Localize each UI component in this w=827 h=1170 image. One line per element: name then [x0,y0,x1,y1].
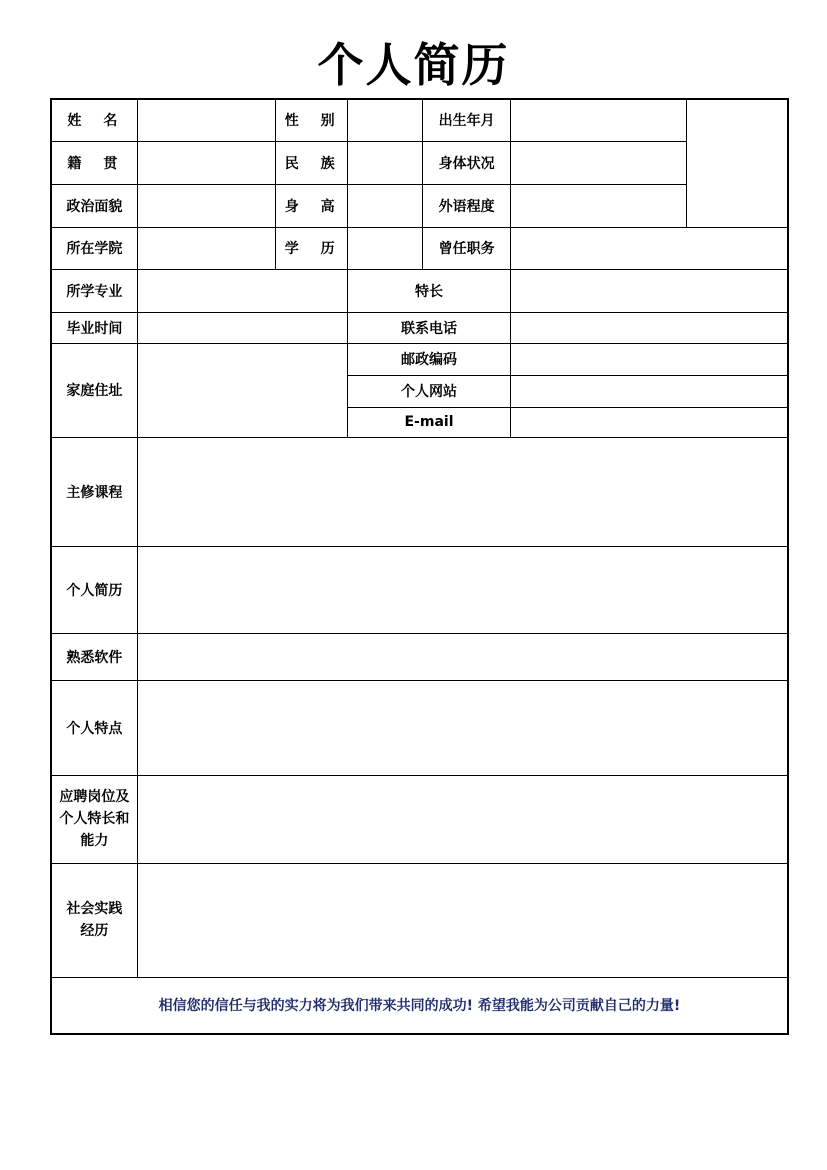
field-position[interactable] [137,775,788,863]
label-software: 熟悉软件 [51,633,137,680]
field-height[interactable] [348,184,423,227]
field-courses[interactable] [137,437,788,546]
field-ethnicity[interactable] [348,141,423,184]
label-courses: 主修课程 [51,437,137,546]
label-college: 所在学院 [51,227,137,269]
label-address: 家庭住址 [51,343,137,437]
label-birth: 出生年月 [423,99,510,141]
field-gender[interactable] [348,99,423,141]
label-postcode: 邮政编码 [348,343,510,375]
field-specialty[interactable] [510,269,788,312]
field-language[interactable] [510,184,686,227]
field-resume[interactable] [137,546,788,633]
label-position: 应聘岗位及个人特长和能力 [51,775,137,863]
field-address[interactable] [137,343,348,437]
field-email[interactable] [510,407,788,437]
field-postcode[interactable] [510,343,788,375]
field-political[interactable] [137,184,275,227]
label-health: 身体状况 [423,141,510,184]
field-software[interactable] [137,633,788,680]
field-native[interactable] [137,141,275,184]
label-website: 个人网站 [348,375,510,407]
label-email: E-mail [348,407,510,437]
photo-box[interactable] [687,99,788,227]
page-title: 个人简历 [317,38,510,92]
label-resume: 个人简历 [51,546,137,633]
label-education: 学 历 [276,227,348,269]
label-practice: 社会实践经历 [51,863,137,977]
field-phone[interactable] [510,312,788,343]
field-college[interactable] [137,227,275,269]
resume-table [50,98,789,1035]
label-gender: 性 别 [276,99,348,141]
label-native: 籍 贯 [51,141,137,184]
label-language: 外语程度 [423,184,510,227]
field-name[interactable] [137,99,275,141]
label-height: 身 高 [276,184,348,227]
label-specialty: 特长 [348,269,510,312]
field-health[interactable] [510,141,686,184]
label-ethnicity: 民 族 [276,141,348,184]
motto-text: 相信您的信任与我的实力将为我们带来共同的成功! 希望我能为公司贡献自己的力量! [51,977,788,1034]
field-education[interactable] [348,227,423,269]
field-website[interactable] [510,375,788,407]
label-political: 政治面貌 [51,184,137,227]
field-traits[interactable] [137,680,788,775]
field-former-post[interactable] [510,227,788,269]
field-graduation[interactable] [137,312,348,343]
label-phone: 联系电话 [348,312,510,343]
field-birth[interactable] [510,99,686,141]
label-graduation: 毕业时间 [51,312,137,343]
label-name: 姓 名 [51,99,137,141]
label-major: 所学专业 [51,269,137,312]
label-former-post: 曾任职务 [423,227,510,269]
field-major[interactable] [137,269,348,312]
label-traits: 个人特点 [51,680,137,775]
field-practice[interactable] [137,863,788,977]
